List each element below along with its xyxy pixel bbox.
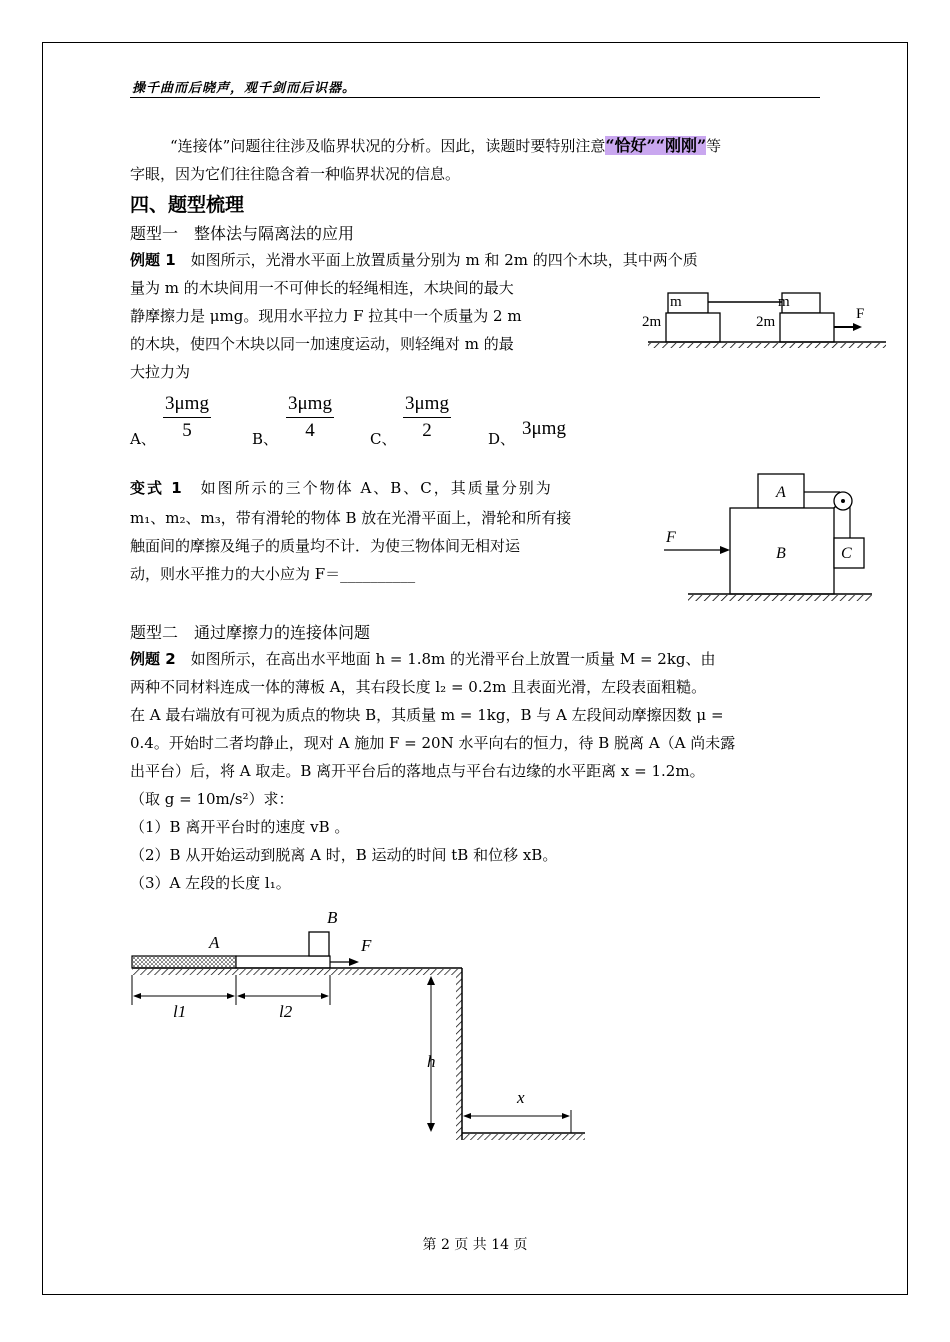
blocks-figure <box>640 285 892 355</box>
option-d-value <box>522 416 566 442</box>
pull-force-arrowhead <box>853 323 862 331</box>
option-c-fraction <box>403 391 451 444</box>
type2-line-5: 出平台）后，将 A 取走。B 离开平台后的落地点与平台右边缘的水平距离 x = 1.2m。 <box>130 762 705 780</box>
label-l2 <box>279 1002 293 1021</box>
type1-line-2: 量为 m 的木块间用一不可伸长的轻绳相连，木块间的最大 <box>130 279 514 297</box>
type1-line-1 <box>130 246 698 274</box>
option-b-denominator: 4 <box>305 420 315 441</box>
intro-line-1 <box>170 132 721 160</box>
option-c-denominator: 2 <box>422 420 432 441</box>
header-motto: 操千曲而后晓声，观千剑而后识器。 <box>132 81 357 96</box>
type1-line-5: 大拉力为 <box>130 363 191 381</box>
example1-label: 例题 1 <box>130 251 176 269</box>
ground-hatch <box>688 595 872 601</box>
dim-l2-arrow-right <box>321 993 329 999</box>
option-b-numerator: 3μmg <box>286 391 334 418</box>
board-a-rough-section <box>132 956 236 968</box>
type2-line-1 <box>130 645 716 673</box>
intro-line-1-post: 等 <box>706 137 722 155</box>
label-2m-left: 2m <box>642 314 662 330</box>
variant1-text-1: 如图所示的三个物体 A、B、C，其质量分别为 <box>183 479 553 497</box>
page-number: 第 2 页 共 14 页 <box>422 1237 528 1253</box>
type1-title: 题型一 整体法与隔离法的应用 <box>130 224 355 243</box>
option-d-text: 3μmg <box>522 418 566 439</box>
question-2: （2）B 从开始运动到脱离 A 时，B 运动的时间 tB 和位移 xB。 <box>130 846 558 864</box>
variant1-label: 变式 1 <box>130 479 184 497</box>
intro-highlight: “恰好”“刚刚” <box>605 136 707 155</box>
label-h: h <box>427 1052 436 1071</box>
variant1-line-1 <box>130 474 553 502</box>
label-b: B <box>776 545 786 562</box>
big-block-left <box>666 313 720 342</box>
force-arrowhead <box>349 958 359 966</box>
type2-line-6: （取 g = 10m/s²）求： <box>130 790 294 808</box>
variant1-line-2: m₁、m₂、m₃，带有滑轮的物体 B 放在光滑平面上，滑轮和所有接 <box>130 509 572 527</box>
type2-title: 题型二 通过摩擦力的连接体问题 <box>130 623 371 642</box>
dim-x-arrow-right <box>562 1113 570 1119</box>
variant1-line-4: 动，则水平推力的大小应为 F＝__________ <box>130 565 416 583</box>
variant1-line-3: 触面间的摩擦及绳子的质量均不计．为使三物体间无相对运 <box>130 537 521 555</box>
question-3: （3）A 左段的长度 l₁。 <box>130 874 291 892</box>
dim-l1-arrow-right <box>227 993 235 999</box>
dim-l1-arrow-left <box>133 993 141 999</box>
block-b <box>309 932 329 956</box>
example1-text-1: 如图所示，光滑水平面上放置质量分别为 m 和 2m 的四个木块，其中两个质 <box>175 251 698 269</box>
label-m-left: m <box>670 294 682 310</box>
pulley-figure <box>650 468 880 608</box>
option-a-denominator: 5 <box>182 420 192 441</box>
option-c-label: C、 <box>370 430 397 448</box>
example2-label: 例题 2 <box>130 650 176 668</box>
dim-l2-arrow-left <box>237 993 245 999</box>
push-force-arrowhead <box>720 546 730 554</box>
label-force: F <box>856 306 865 322</box>
label-f: F <box>666 529 676 546</box>
dim-h-arrow-top <box>427 976 435 985</box>
type2-line-2: 两种不同材料连成一体的薄板 A，其右段长度 l₂ = 0.2m 且表面光滑，左段表面粗糙。 <box>130 678 707 696</box>
ground-hatch <box>462 1134 585 1140</box>
platform-edge-hatch <box>456 975 462 1140</box>
header-rule <box>130 97 820 98</box>
example2-text-1: 如图所示，在高出水平地面 h = 1.8m 的光滑平台上放置一质量 M = 2kg、由 <box>175 650 716 668</box>
label-2m-right: 2m <box>756 314 776 330</box>
label-c: C <box>841 545 852 562</box>
label-b: B <box>327 908 338 927</box>
ground-hatch <box>648 343 886 348</box>
platform-figure <box>125 905 595 1145</box>
question-1: （1）B 离开平台时的速度 vB 。 <box>130 818 350 836</box>
option-b-label: B、 <box>252 430 279 448</box>
intro-line-2: 字眼，因为它们往往隐含着一种临界状况的信息。 <box>130 165 461 183</box>
board-a-smooth-section <box>236 956 330 968</box>
label-x: x <box>517 1088 525 1107</box>
label-a: A <box>776 484 786 501</box>
platform-hatch <box>132 969 462 975</box>
intro-line-1-pre: “连接体”问题往往涉及临界状况的分析。因此，读题时要特别注意 <box>170 137 606 155</box>
label-l1 <box>173 1002 186 1021</box>
type1-line-4: 的木块，使四个木块以同一加速度运动，则轻绳对 m 的最 <box>130 335 514 353</box>
big-block-right <box>780 313 834 342</box>
label-l1-text: l1 <box>173 1002 187 1021</box>
option-a-fraction <box>163 391 211 444</box>
section-title: 四、题型梳理 <box>130 194 245 216</box>
pulley-axle <box>841 499 845 503</box>
type1-line-3: 静摩擦力是 μmg。现用水平拉力 F 拉其中一个质量为 2 m <box>130 307 522 325</box>
option-d-label: D、 <box>488 430 516 448</box>
dim-x-arrow-left <box>463 1113 471 1119</box>
label-m-right: m <box>778 294 790 310</box>
type2-line-3: 在 A 最右端放有可视为质点的物块 B，其质量 m = 1kg，B 与 A 左段间动摩擦因数 μ = <box>130 706 724 724</box>
label-l2-text: l2 <box>279 1002 293 1021</box>
type2-line-4: 0.4。开始时二者均静止，现对 A 施加 F = 20N 水平向右的恒力，待 B 脱离 A（A 尚未露 <box>130 734 736 752</box>
label-a: A <box>209 933 220 952</box>
option-a-numerator: 3μmg <box>163 391 211 418</box>
dim-h-arrow-bottom <box>427 1123 435 1132</box>
label-f: F <box>361 936 372 955</box>
option-a-label: A、 <box>130 430 156 448</box>
option-b-fraction <box>286 391 334 444</box>
option-c-numerator: 3μmg <box>403 391 451 418</box>
